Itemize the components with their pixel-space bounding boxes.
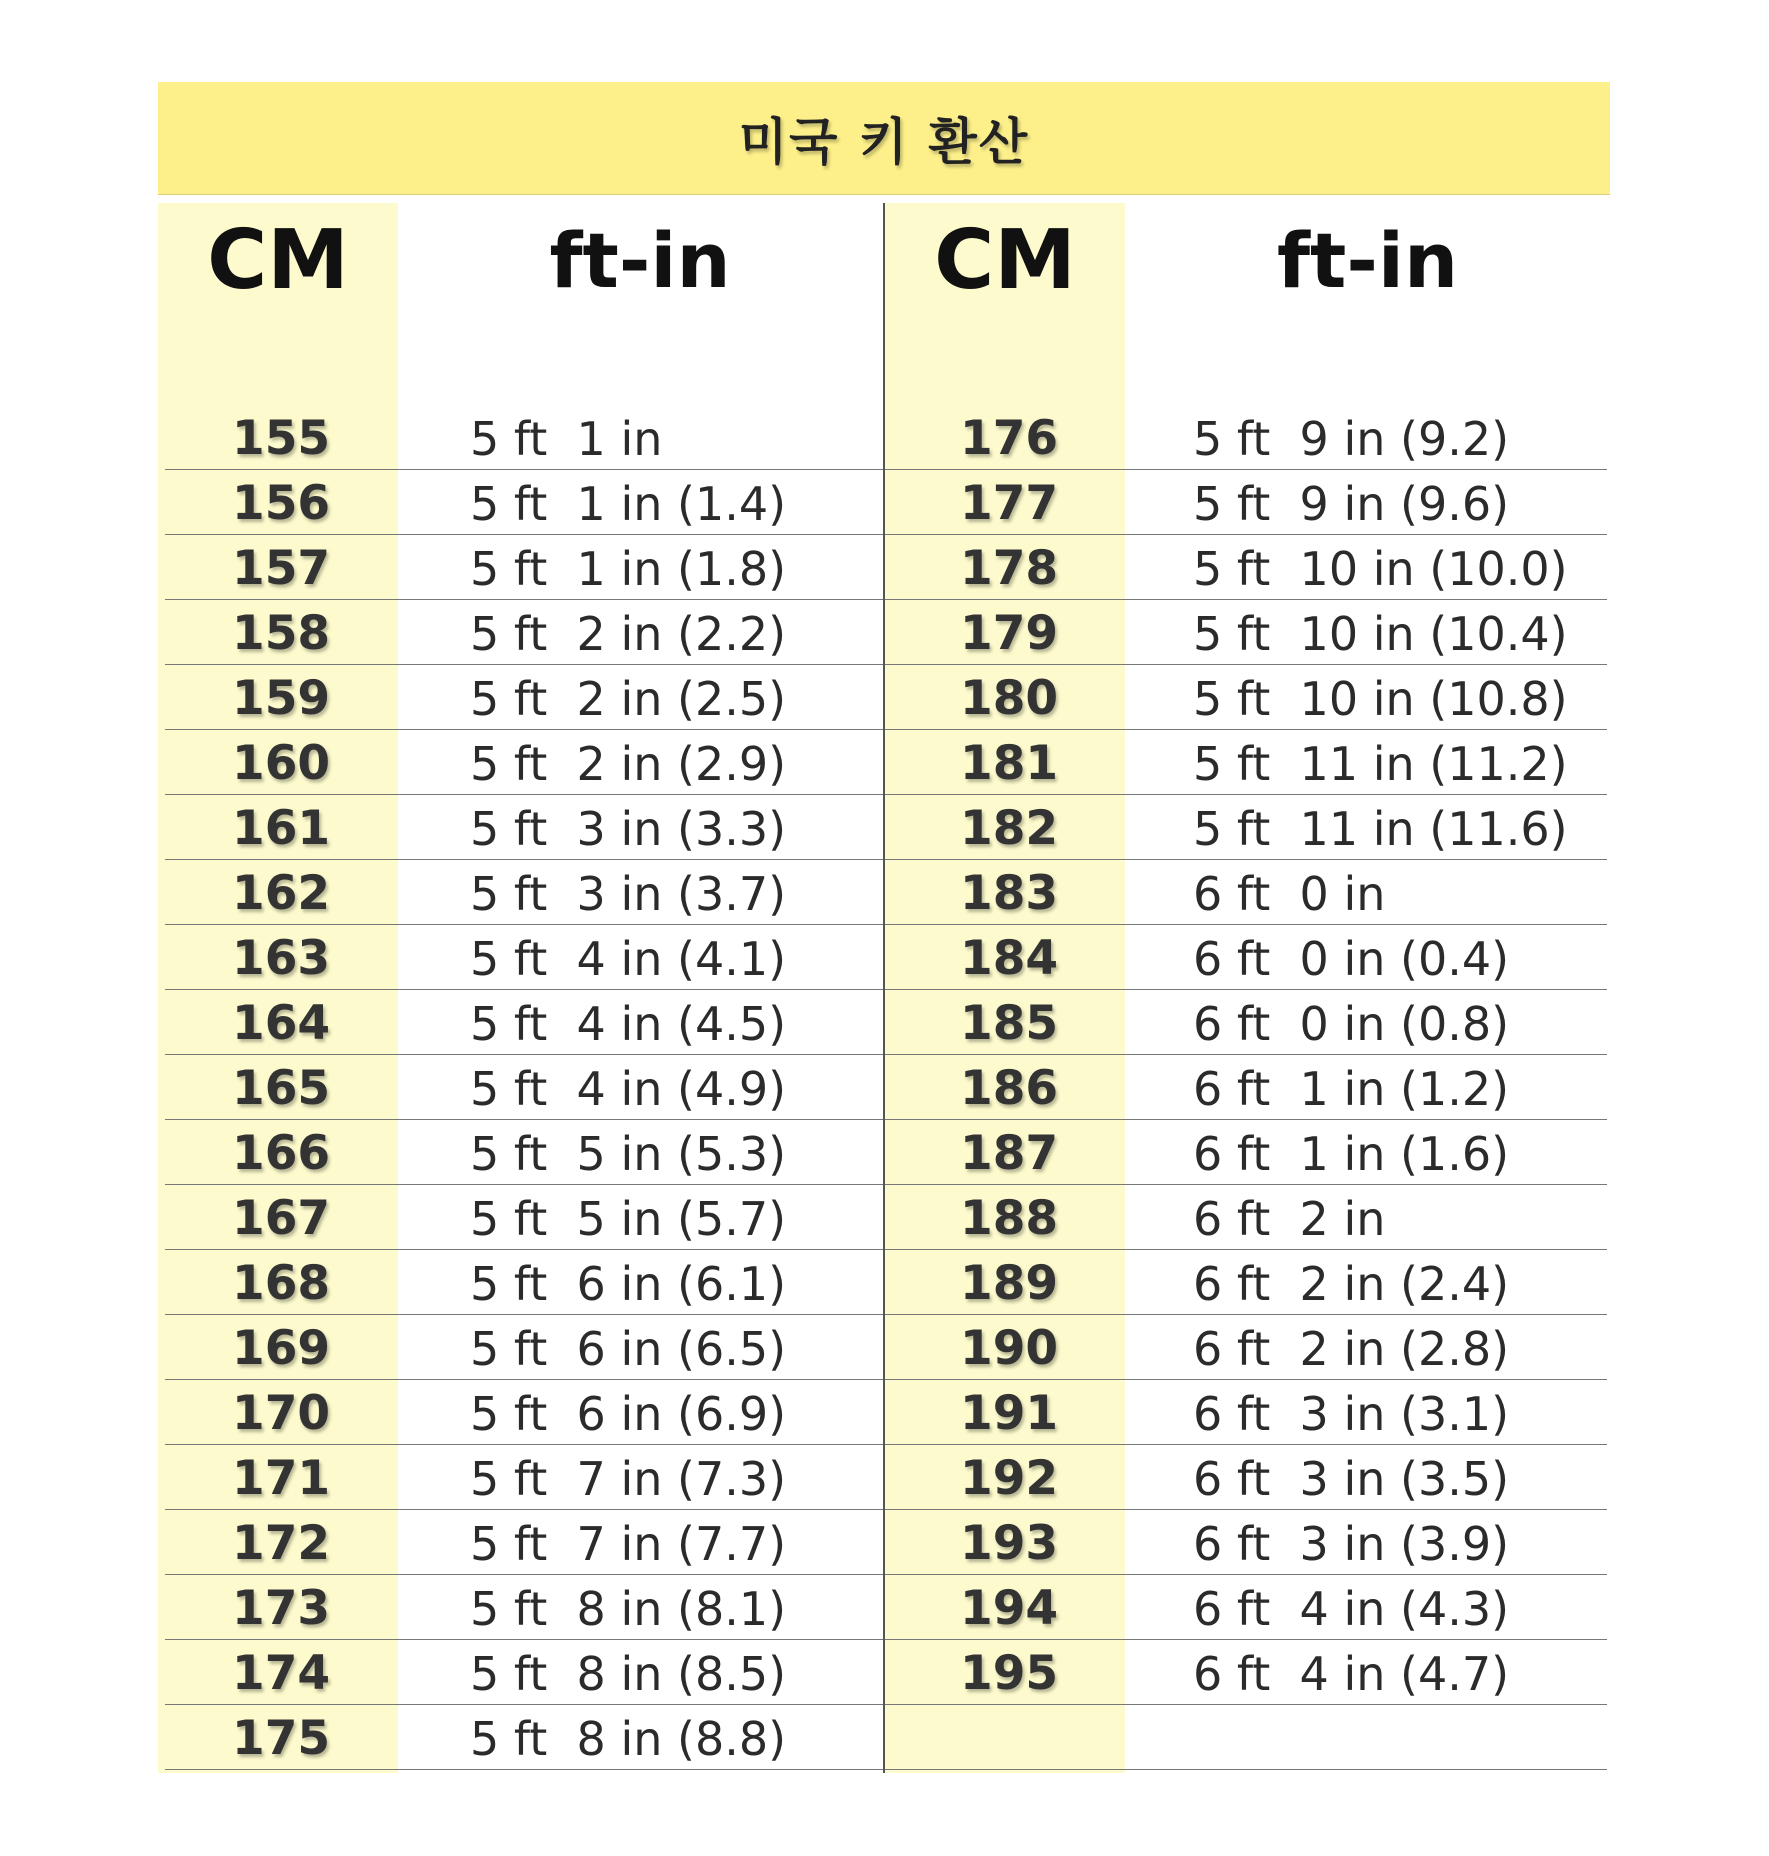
cm-value: 175	[232, 1711, 331, 1766]
cm-header-left: CM	[207, 212, 349, 308]
ftin-value: 5 ft 1 in (1.8)	[470, 542, 787, 596]
table-row	[165, 1640, 883, 1705]
table-row	[165, 925, 883, 990]
cm-value: 169	[232, 1321, 331, 1376]
ftin-value: 6 ft 1 in (1.6)	[1193, 1127, 1510, 1181]
ftin-value: 5 ft 8 in (8.1)	[470, 1582, 787, 1636]
cm-value: 165	[232, 1061, 331, 1116]
table-row	[885, 1185, 1607, 1250]
table-row	[885, 535, 1607, 600]
ftin-value: 6 ft 2 in (2.8)	[1193, 1322, 1510, 1376]
table-row	[885, 990, 1607, 1055]
table-row	[165, 1445, 883, 1510]
table-row	[885, 1705, 1607, 1770]
ftin-value: 6 ft 0 in (0.8)	[1193, 997, 1510, 1051]
cm-value: 162	[232, 866, 331, 921]
ftin-value: 6 ft 2 in (2.4)	[1193, 1257, 1510, 1311]
cm-value: 183	[960, 866, 1059, 921]
table-row	[885, 1120, 1607, 1185]
table-row	[165, 600, 883, 665]
ftin-value: 6 ft 2 in	[1193, 1192, 1386, 1246]
table-left	[165, 405, 883, 1770]
cm-value: 164	[232, 996, 331, 1051]
cm-value: 180	[960, 671, 1059, 726]
cm-value: 167	[232, 1191, 331, 1246]
table-row	[885, 795, 1607, 860]
cm-value: 178	[960, 541, 1059, 596]
ftin-value: 6 ft 3 in (3.5)	[1193, 1452, 1510, 1506]
table-row	[165, 1705, 883, 1770]
table-row	[165, 470, 883, 535]
ftin-value: 5 ft 4 in (4.1)	[470, 932, 787, 986]
table-row	[165, 795, 883, 860]
ftin-value: 5 ft 1 in	[470, 412, 663, 466]
ftin-value: 6 ft 0 in (0.4)	[1193, 932, 1510, 986]
title-banner	[158, 82, 1610, 195]
ftin-value: 5 ft 6 in (6.1)	[470, 1257, 787, 1311]
table-row	[885, 860, 1607, 925]
cm-value: 182	[960, 801, 1059, 856]
cm-value: 189	[960, 1256, 1059, 1311]
ftin-value: 5 ft 9 in (9.2)	[1193, 412, 1510, 466]
cm-value: 179	[960, 606, 1059, 661]
cm-value: 193	[960, 1516, 1059, 1571]
table-row	[165, 405, 883, 470]
ftin-value: 6 ft 4 in (4.7)	[1193, 1647, 1510, 1701]
cm-value: 157	[232, 541, 331, 596]
table-row	[885, 1055, 1607, 1120]
ftin-value: 5 ft 5 in (5.3)	[470, 1127, 787, 1181]
ftin-value: 5 ft 2 in (2.9)	[470, 737, 787, 791]
table-row	[165, 860, 883, 925]
table-row	[885, 1575, 1607, 1640]
table-row	[885, 925, 1607, 990]
cm-value: 158	[232, 606, 331, 661]
ftin-value: 5 ft 6 in (6.9)	[470, 1387, 787, 1441]
ftin-value: 5 ft 10 in (10.4)	[1193, 607, 1568, 661]
cm-value: 166	[232, 1126, 331, 1181]
cm-value: 161	[232, 801, 331, 856]
cm-value: 195	[960, 1646, 1059, 1701]
cm-value: 172	[232, 1516, 331, 1571]
table-row	[165, 990, 883, 1055]
cm-value: 190	[960, 1321, 1059, 1376]
ftin-value: 5 ft 2 in (2.2)	[470, 607, 787, 661]
ftin-value: 5 ft 7 in (7.7)	[470, 1517, 787, 1571]
ftin-value: 5 ft 10 in (10.0)	[1193, 542, 1568, 596]
cm-value: 163	[232, 931, 331, 986]
cm-value: 184	[960, 931, 1059, 986]
cm-value: 185	[960, 996, 1059, 1051]
table-row	[165, 1120, 883, 1185]
table-row	[885, 1640, 1607, 1705]
ftin-value: 5 ft 5 in (5.7)	[470, 1192, 787, 1246]
ftin-value: 5 ft 1 in (1.4)	[470, 477, 787, 531]
cm-value: 188	[960, 1191, 1059, 1246]
ftin-header-right: ft-in	[1276, 215, 1459, 305]
table-row	[885, 730, 1607, 795]
cm-value: 191	[960, 1386, 1059, 1441]
table-row	[165, 535, 883, 600]
table-row	[885, 1445, 1607, 1510]
cm-value: 194	[960, 1581, 1059, 1636]
ftin-value: 5 ft 6 in (6.5)	[470, 1322, 787, 1376]
cm-value: 171	[232, 1451, 331, 1506]
table-row	[885, 1250, 1607, 1315]
cm-value: 176	[960, 411, 1059, 466]
ftin-header-left: ft-in	[549, 215, 731, 305]
cm-value: 192	[960, 1451, 1059, 1506]
ftin-value: 6 ft 1 in (1.2)	[1193, 1062, 1510, 1116]
cm-value: 181	[960, 736, 1059, 791]
ftin-value: 5 ft 3 in (3.3)	[470, 802, 787, 856]
ftin-value: 5 ft 7 in (7.3)	[470, 1452, 787, 1506]
table-row	[165, 1575, 883, 1640]
ftin-value: 5 ft 9 in (9.6)	[1193, 477, 1510, 531]
cm-value: 155	[232, 411, 331, 466]
table-row	[165, 1250, 883, 1315]
ftin-value: 5 ft 10 in (10.8)	[1193, 672, 1568, 726]
table-row	[165, 1185, 883, 1250]
table-row	[885, 600, 1607, 665]
table-row	[885, 1315, 1607, 1380]
cm-header-right: CM	[934, 212, 1076, 308]
ftin-value: 5 ft 2 in (2.5)	[470, 672, 787, 726]
page-title: 미국 키 환산	[738, 113, 1030, 171]
table-row	[165, 1380, 883, 1445]
cm-value: 173	[232, 1581, 331, 1636]
ftin-value: 6 ft 4 in (4.3)	[1193, 1582, 1510, 1636]
cm-value: 187	[960, 1126, 1059, 1181]
table-row	[885, 1380, 1607, 1445]
table-row	[165, 1315, 883, 1380]
cm-value: 160	[232, 736, 331, 791]
ftin-value: 5 ft 11 in (11.2)	[1193, 737, 1568, 791]
ftin-value: 5 ft 4 in (4.9)	[470, 1062, 787, 1116]
ftin-value: 5 ft 11 in (11.6)	[1193, 802, 1568, 856]
table-row	[165, 1510, 883, 1575]
table-right	[885, 405, 1607, 1770]
cm-value: 170	[232, 1386, 331, 1441]
cm-value: 174	[232, 1646, 331, 1701]
table-row	[165, 730, 883, 795]
ftin-value: 5 ft 8 in (8.5)	[470, 1647, 787, 1701]
table-row	[885, 405, 1607, 470]
cm-value: 156	[232, 476, 331, 531]
table-row	[885, 1510, 1607, 1575]
table-row	[885, 665, 1607, 730]
cm-value: 159	[232, 671, 331, 726]
cm-value: 177	[960, 476, 1059, 531]
ftin-value: 5 ft 4 in (4.5)	[470, 997, 787, 1051]
ftin-value: 5 ft 8 in (8.8)	[470, 1712, 787, 1766]
ftin-value: 6 ft 3 in (3.1)	[1193, 1387, 1510, 1441]
ftin-value: 6 ft 3 in (3.9)	[1193, 1517, 1510, 1571]
table-row	[165, 1055, 883, 1120]
cm-value: 168	[232, 1256, 331, 1311]
table-row	[165, 665, 883, 730]
ftin-value: 6 ft 0 in	[1193, 867, 1386, 921]
cm-value: 186	[960, 1061, 1059, 1116]
ftin-value: 5 ft 3 in (3.7)	[470, 867, 787, 921]
table-row	[885, 470, 1607, 535]
